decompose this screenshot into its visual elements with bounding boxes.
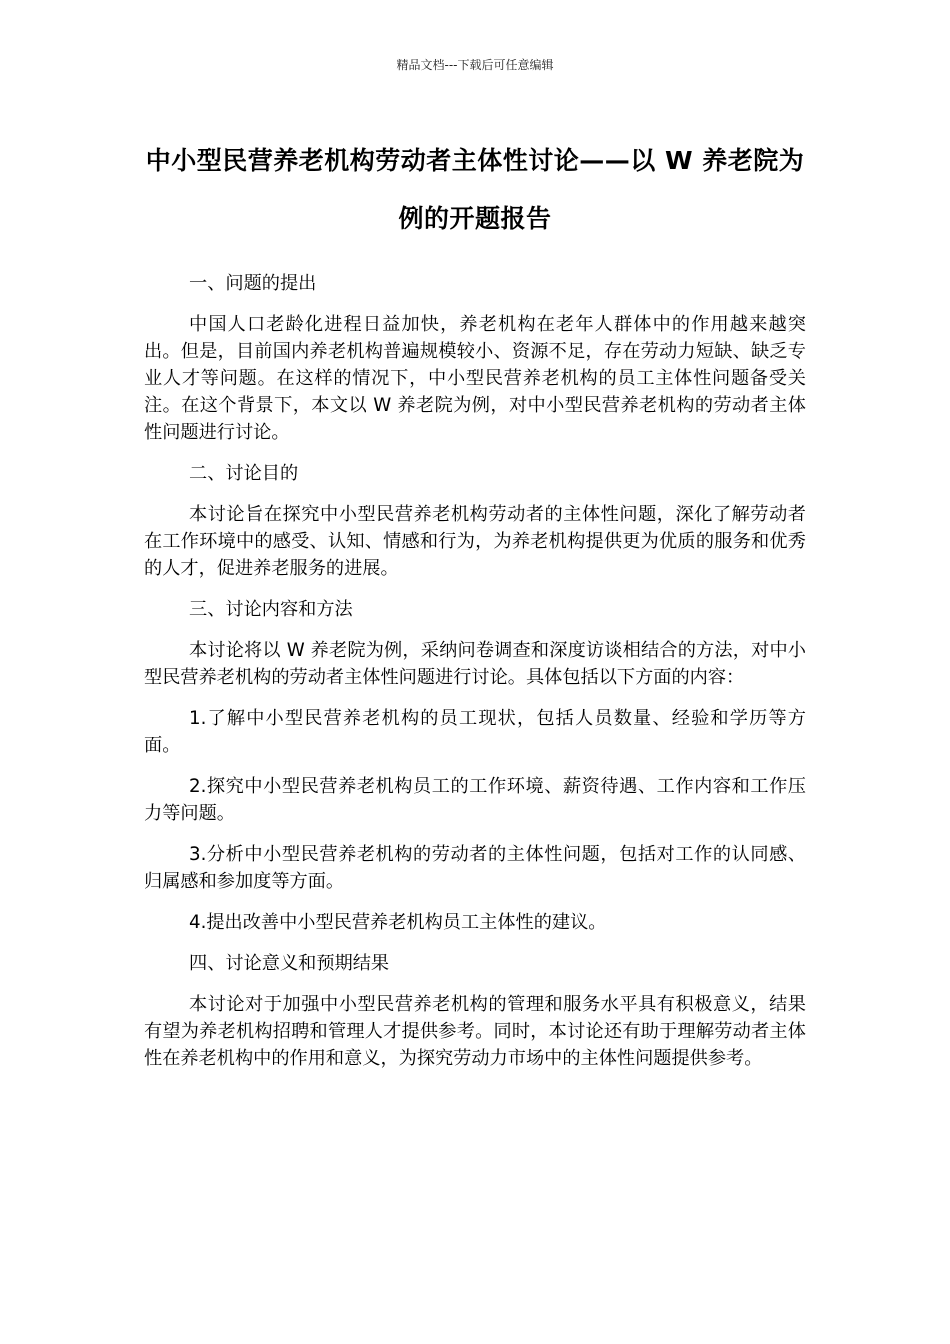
section-heading: 三、讨论内容和方法 [189,599,353,620]
section-heading: 四、讨论意义和预期结果 [189,953,390,974]
list-item: 3.分析中小型民营养老机构的劳动者的主体性问题，包括对工作的认同感、归属感和参加度等方面。 [144,844,806,892]
body-paragraph: 中国人口老龄化进程日益加快，养老机构在老年人群体中的作用越来越突出。但是，目前国内养老机构普遍规模较小、资源不足，存在劳动力短缺、缺乏专业人才等问题。在这样的情况下，中小型民营养老机构的员工主体性问题备受关注。在这个背景下，本文以 W 养老院为例，对中小型民营养老机构的劳动者主体性问题进行讨论。 [144,314,806,443]
section-heading: 二、讨论目的 [189,463,299,484]
document-title: 中小型民营养老机构劳动者主体性讨论——以 W 养老院为例的开题报告 [145,146,805,233]
section-heading: 一、问题的提出 [189,273,317,294]
list-item: 2.探究中小型民营养老机构员工的工作环境、薪资待遇、工作内容和工作压力等问题。 [144,776,806,824]
document-body [144,270,806,1086]
page-header: 精品文档---下载后可任意编辑 [396,58,554,72]
body-paragraph: 本讨论旨在探究中小型民营养老机构劳动者的主体性问题，深化了解劳动者在工作环境中的感受、认知、情感和行为，为养老机构提供更为优质的服务和优秀的人才，促进养老服务的进展。 [144,504,806,579]
body-paragraph: 本讨论将以 W 养老院为例，采纳问卷调查和深度访谈相结合的方法，对中小型民营养老机构的劳动者主体性问题进行讨论。具体包括以下方面的内容： [144,640,806,688]
list-item: 1.了解中小型民营养老机构的员工现状，包括人员数量、经验和学历等方面。 [144,708,806,756]
list-item: 4.提出改善中小型民营养老机构员工主体性的建议。 [189,912,607,933]
body-paragraph: 本讨论对于加强中小型民营养老机构的管理和服务水平具有积极意义，结果有望为养老机构招聘和管理人才提供参考。同时，本讨论还有助于理解劳动者主体性在养老机构中的作用和意义，为探究劳动力市场中的主体性问题提供参考。 [144,994,806,1069]
